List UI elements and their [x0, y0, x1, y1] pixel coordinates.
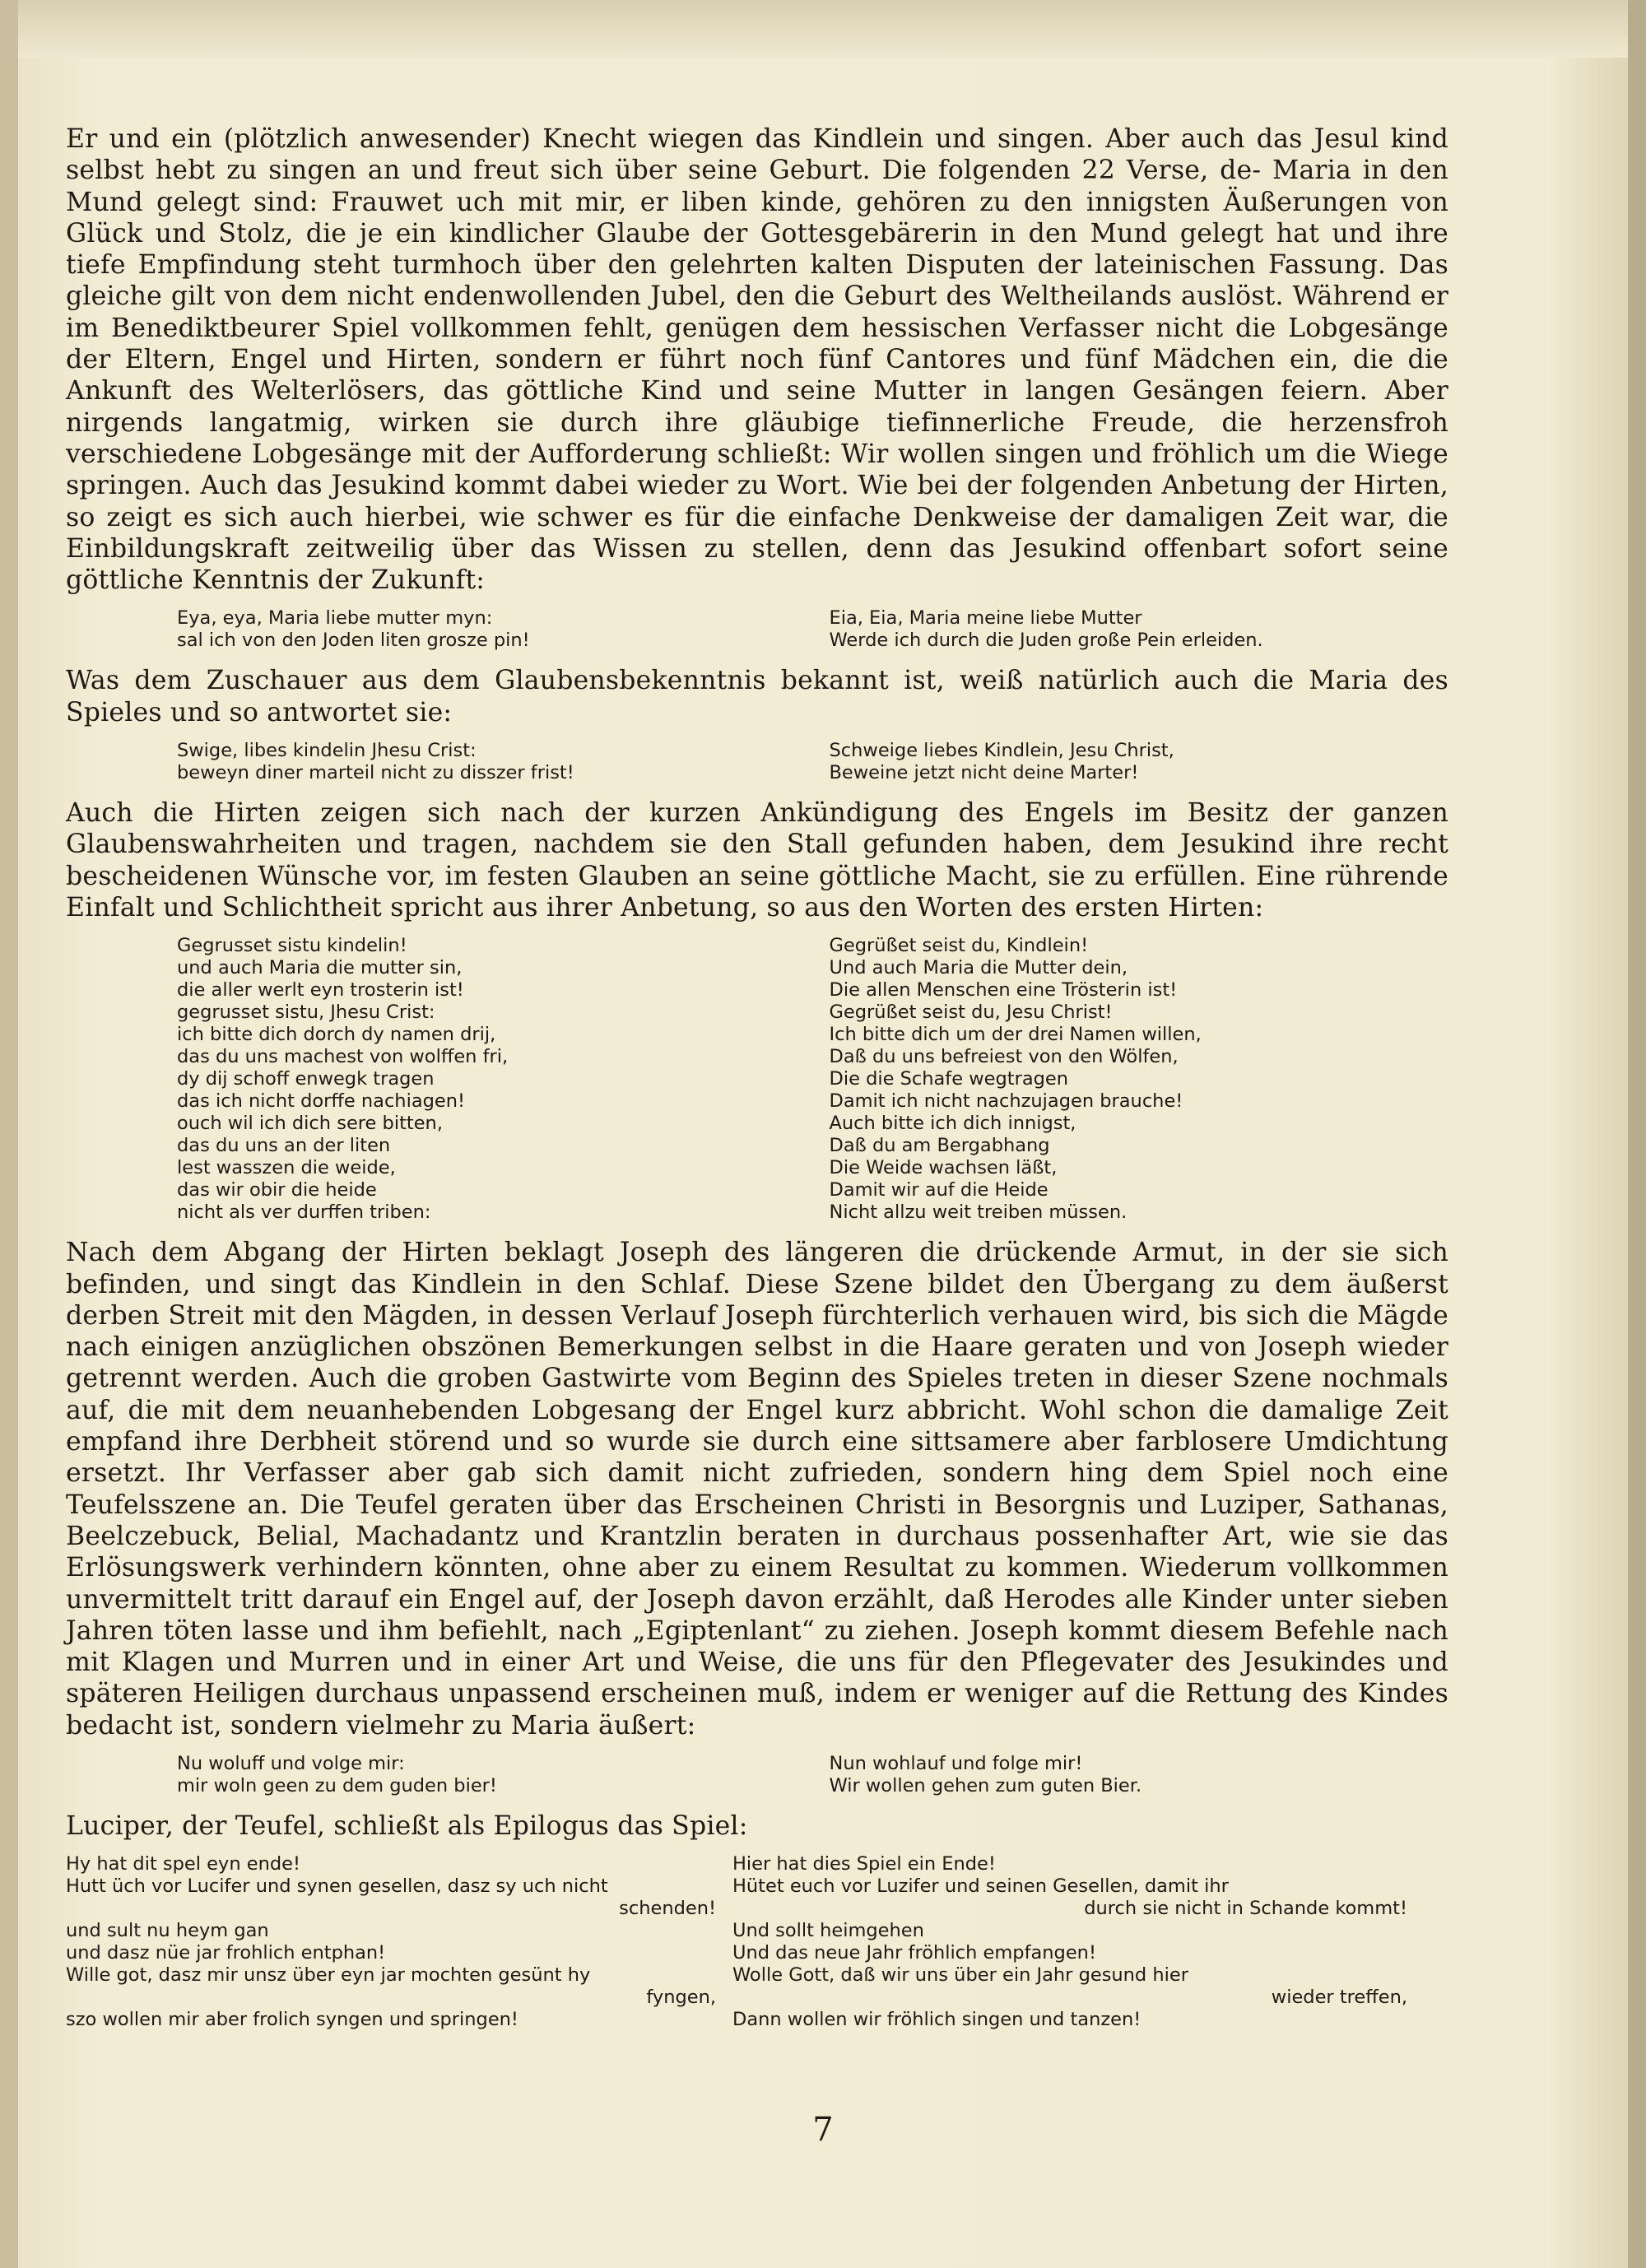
verse-line: Nicht allzu weit treiben müssen. [829, 1201, 1128, 1224]
verse-line: Ich bitte dich um der drei Namen willen, [829, 1024, 1202, 1046]
verse-line: Damit wir auf die Heide [829, 1179, 1049, 1201]
verse-line: Auch bitte ich dich innigst, [829, 1113, 1076, 1135]
verse-line: Die Weide wachsen läßt, [829, 1157, 1058, 1179]
page-content [66, 123, 1448, 2044]
verse-line: Und sollt heimgehen [732, 1920, 924, 1942]
verse-line: sal ich von den Joden liten grosze pin! [177, 630, 530, 652]
verse-line: Hutt üch vor Lucifer und synen gesellen, dasz sy uch nicht [66, 1875, 608, 1898]
paragraph-3: Auch die Hirten zeigen sich nach der kurzen Ankündigung des Engels im Besitz der ganzen Glaubenswahrheiten und tragen, nachdem sie den Stall gefunden haben, dem Jesukind ihre recht bescheidenen Wünsche vor, im festen Glauben an seine göttliche Macht, sie zu erfüllen. Eine rührende Einfalt und Schlichtheit spricht aus ihrer Anbetung, so aus den Worten des ersten Hirten: [66, 798, 1448, 923]
verse-line: das ich nicht dorffe nachiagen! [177, 1090, 466, 1113]
verse-line: szo wollen mir aber frolich syngen und springen! [66, 2009, 518, 2031]
verse-block-2 [66, 740, 1448, 784]
verse-translation [821, 935, 1449, 1224]
verse-block-5 [66, 1853, 1448, 2031]
verse-line: Wille got, dasz mir unsz über eyn jar mochten gesünt hy [66, 1964, 591, 1987]
verse-line: Nun wohlauf und folge mir! [829, 1752, 1083, 1774]
paragraph-4: Nach dem Abgang der Hirten beklagt Joseph des längeren die drückende Armut, in der sie sich befinden, und singt das Kindlein in den Schlaf. Diese Szene bildet den Übergang zu dem äußerst derben Streit mit den Mägden, in dessen Verlauf Joseph fürchterlich verhauen wird, bis sich die Mägde nach einigen anzüglichen obszönen Bemerkungen selbst in die Haare geraten und von Joseph wieder getrennt werden. Auch die groben Gastwirte vom Beginn des Spieles treten in dieser Szene nochmals auf, die mit dem neuanhebenden Lobgesang der Engel kurz abbricht. Wohl schon die damalige Zeit empfand ihre Derbheit störend und so wurde sie durch eine sittsamere aber farblosere Umdichtung ersetzt. Ihr Verfasser aber gab sich damit nicht zufrieden, sondern hing dem Spiel noch eine Teufelsszene an. Die Teufel geraten über das Erscheinen Christi in Besorgnis und Luziper, Sathanas, Beelczebuck, Belial, Machadantz und Krantzlin beraten in durchaus possenhafter Art, wie sie das Erlösungswerk verhindern könnten, ohne aber zu einem Resultat zu kommen. Wiederum vollkommen unvermittelt tritt darauf ein Engel auf, der Joseph davon erzählt, daß Herodes alle Kinder unter sieben Jahren töten lasse und ihm befiehlt, nach „Egiptenlant“ zu ziehen. Joseph kommt diesem Befehle nach mit Klagen und Murren und in einer Art und Weise, die uns für den Pflegevater des Jesukindes und späteren Heiligen durchaus unpassend erscheinen muß, indem er weniger auf die Rettung des Kindes bedacht ist, sondern vielmehr zu Maria äußert: [66, 1238, 1448, 1741]
verse-translation [821, 740, 1449, 784]
verse-line: Nu woluff und volge mir: [177, 1752, 405, 1774]
verse-line: nicht als ver durffen triben: [177, 1201, 431, 1224]
verse-line: Und auch Maria die Mutter dein, [829, 957, 1128, 979]
verse-line: mir woln geen zu dem guden bier! [177, 1774, 497, 1796]
verse-line: Damit ich nicht nachzujagen brauche! [829, 1090, 1183, 1113]
verse-line: wieder treffen, [1271, 1987, 1407, 2009]
verse-line: Die die Schafe wegtragen [829, 1068, 1068, 1090]
verse-line: Eia, Eia, Maria meine liebe Mutter [829, 607, 1142, 630]
verse-translation [821, 607, 1449, 652]
verse-line: Hütet euch vor Luzifer und seinen Gesellen, damit ihr [732, 1875, 1229, 1898]
paragraph-5: Luciper, der Teufel, schließt als Epilogus das Spiel: [66, 1810, 748, 1841]
verse-line: Die allen Menschen eine Trösterin ist! [829, 979, 1178, 1002]
page-top-shadow [0, 0, 1646, 58]
verse-line: Gegrusset sistu kindelin! [177, 935, 407, 957]
verse-line: Und das neue Jahr fröhlich empfangen! [732, 1942, 1096, 1964]
verse-line: Eya, eya, Maria liebe mutter myn: [177, 607, 493, 630]
verse-line: Daß du uns befreiest von den Wölfen, [829, 1046, 1179, 1068]
verse-line: Werde ich durch die Juden große Pein erleiden. [829, 630, 1263, 652]
verse-original [177, 740, 805, 784]
verse-line: die aller werlt eyn trosterin ist! [177, 979, 464, 1002]
verse-line: und dasz nüe jar frohlich entphan! [66, 1942, 386, 1964]
verse-block-3 [66, 935, 1448, 1224]
verse-line: ouch wil ich dich sere bitten, [177, 1113, 443, 1135]
verse-line: ich bitte dich dorch dy namen drij, [177, 1024, 496, 1046]
verse-line: Gegrüßet seist du, Jesu Christ! [829, 1002, 1113, 1024]
verse-original [177, 935, 805, 1224]
verse-line: das du uns machest von wolffen fri, [177, 1046, 509, 1068]
verse-line: Dann wollen wir fröhlich singen und tanzen! [732, 2009, 1142, 2031]
verse-line: und auch Maria die mutter sin, [177, 957, 463, 979]
verse-line: Beweine jetzt nicht deine Marter! [829, 762, 1139, 784]
verse-line: das wir obir die heide [177, 1179, 377, 1201]
verse-line: das du uns an der liten [177, 1135, 391, 1157]
verse-line: Wir wollen gehen zum guten Bier. [829, 1774, 1142, 1796]
verse-translation [821, 1753, 1449, 1797]
verse-line: Wolle Gott, daß wir uns über ein Jahr gesund hier [732, 1964, 1188, 1987]
verse-line: gegrusset sistu, Jhesu Crist: [177, 1002, 435, 1024]
verse-line: Gegrüßet seist du, Kindlein! [829, 935, 1089, 957]
verse-translation [732, 1853, 1407, 2031]
paragraph-2: Was dem Zuschauer aus dem Glaubensbekenntnis bekannt ist, weiß natürlich auch die Maria des Spieles und so antwortet sie: [66, 666, 1448, 727]
verse-original [177, 1753, 805, 1797]
verse-line: schenden! [619, 1898, 716, 1920]
verse-line: Hy hat dit spel eyn ende! [66, 1853, 300, 1875]
verse-line: dy dij schoff enwegk tragen [177, 1068, 435, 1090]
page-left-edge [0, 0, 18, 2268]
verse-line: Schweige liebes Kindlein, Jesu Christ, [829, 740, 1174, 762]
verse-line: beweyn diner marteil nicht zu disszer frist! [177, 762, 574, 784]
verse-line: lest wasszen die weide, [177, 1157, 396, 1179]
verse-line: Swige, libes kindelin Jhesu Crist: [177, 740, 477, 762]
page-right-edge [1628, 0, 1646, 2268]
paragraph-1: Er und ein (plötzlich anwesender) Knecht wiegen das Kindlein und singen. Aber auch das Jesul kind selbst hebt zu singen an und freut sich über seine Geburt. Die folgenden 22 Verse, de- Maria in den Mund gelegt sind: Frauwet uch mit mir, er liben kinde, gehören zu den innigsten Äußerungen von Glück und Stolz, die je ein kindlicher Glaube der Gottesgebärerin in den Mund gelegt hat und ihre tiefe Empfindung steht turmhoch über den gelehrten kalten Disputen der lateinischen Fassung. Das gleiche gilt von dem nicht endenwollenden Jubel, den die Geburt des Weltheilands auslöst. Während er im Benediktbeurer Spiel vollkommen fehlt, genügen dem hessischen Verfasser nicht die Lobgesänge der Eltern, Engel und Hirten, sondern er führt noch fünf Cantores und fünf Mädchen ein, die die Ankunft des Welterlösers, das göttliche Kind und seine Mutter in langen Gesängen feiern. Aber nirgends langatmig, wirken sie durch ihre gläubige tiefinnerliche Freude, die herzensfroh verschiedene Lobgesänge mit der Aufforderung schließt: Wir wollen singen und fröhlich um die Wiege springen. Auch das Jesukind kommt dabei wieder zu Wort. Wie bei der folgenden Anbetung der Hirten, so zeigt es sich auch hierbei, wie schwer es für die einfache Denkweise der damaligen Zeit war, die Einbildungskraft zeitweilig über das Wissen zu stellen, denn das Jesukind offenbart sofort seine göttliche Kenntnis der Zukunft: [66, 124, 1448, 596]
verse-line: fyngen, [646, 1987, 716, 2009]
verse-line: durch sie nicht in Schande kommt! [1084, 1898, 1407, 1920]
verse-line: Daß du am Bergabhang [829, 1135, 1050, 1157]
verse-original [66, 1853, 716, 2031]
verse-block-1 [66, 607, 1448, 652]
page-number: 7 [812, 2111, 834, 2149]
verse-original [177, 607, 805, 652]
verse-line: Hier hat dies Spiel ein Ende! [732, 1853, 996, 1875]
verse-block-4 [66, 1753, 1448, 1797]
verse-line: und sult nu heym gan [66, 1920, 269, 1942]
